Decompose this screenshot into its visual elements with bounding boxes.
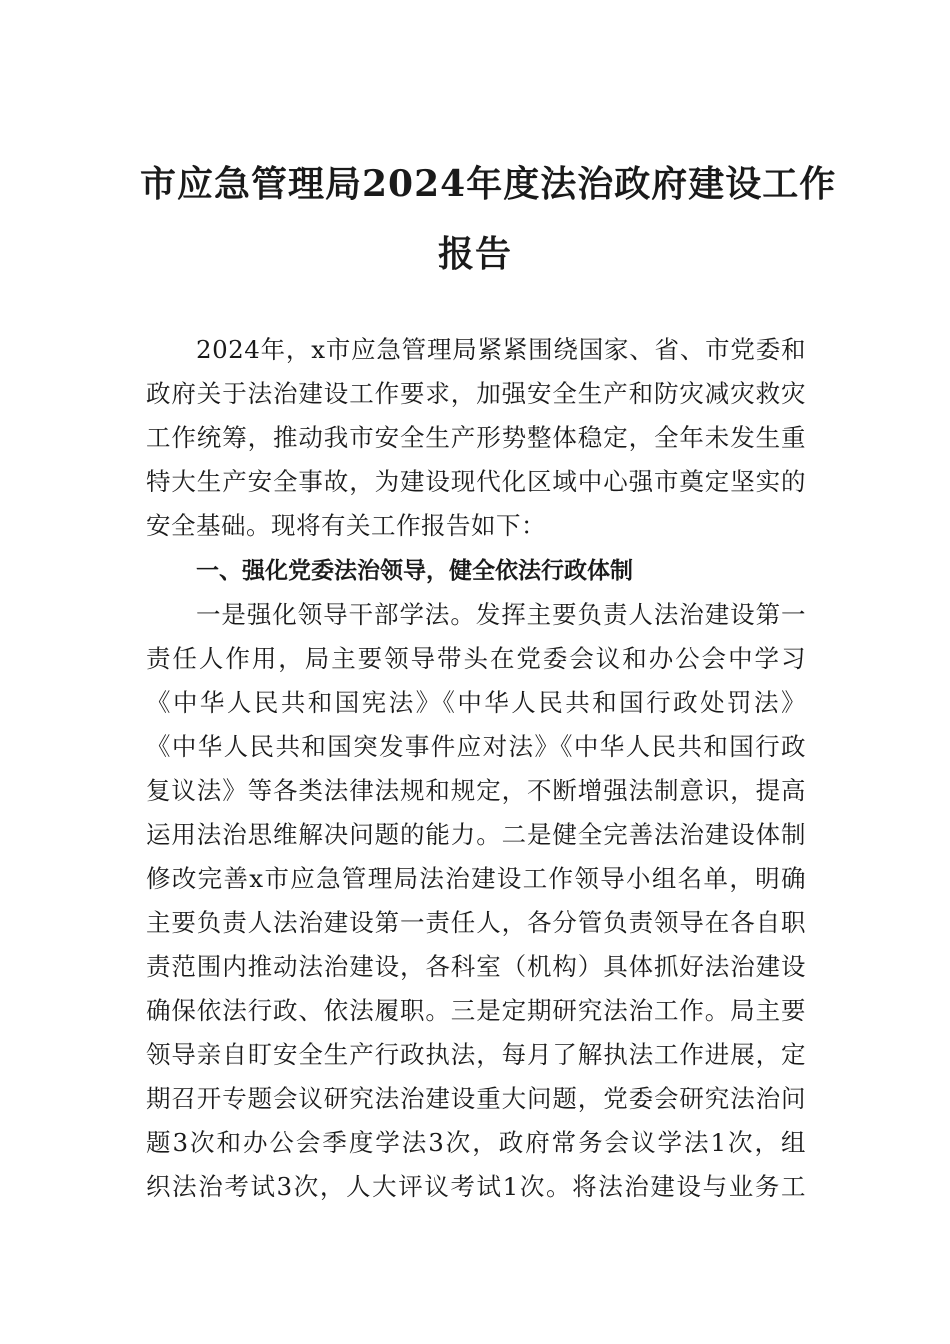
- body-line: 织法治考试3次，人大评议考试1次。将法治建设与业务工: [146, 1172, 806, 1201]
- body-line: 一是强化领导干部学法。发挥主要负责人法治建设第一: [196, 600, 806, 629]
- intro-line: 工作统筹，推动我市安全生产形势整体稳定，全年未发生重: [146, 423, 806, 452]
- intro-line: 特大生产安全事故，为建设现代化区域中心强市奠定坚实的: [146, 467, 806, 496]
- body-line: 责范围内推动法治建设，各科室（机构）具体抓好法治建设: [146, 952, 806, 981]
- body-line: 题3次和办公会季度学法3次，政府常务会议学法1次，组: [146, 1128, 806, 1157]
- document-title-line-2: 报告: [437, 233, 512, 275]
- body-line: 修改完善x市应急管理局法治建设工作领导小组名单，明确: [146, 864, 806, 893]
- intro-line: 政府关于法治建设工作要求，加强安全生产和防灾减灾救灾: [146, 379, 806, 408]
- body-line: 复议法》等各类法律法规和规定，不断增强法制意识，提高: [146, 776, 806, 805]
- body-line: 《中华人民共和国突发事件应对法》《中华人民共和国行政: [146, 732, 806, 761]
- intro-line: 安全基础。现将有关工作报告如下：: [146, 511, 546, 540]
- section-heading: 一、强化党委法治领导，健全依法行政体制: [196, 558, 633, 584]
- body-line: 运用法治思维解决问题的能力。二是健全完善法治建设体制: [146, 820, 806, 849]
- intro-line: 2024年，x市应急管理局紧紧围绕国家、省、市党委和: [196, 335, 806, 364]
- document-title-line-1: 市应急管理局2024年度法治政府建设工作: [140, 163, 837, 205]
- body-line: 《中华人民共和国宪法》《中华人民共和国行政处罚法》: [146, 688, 806, 717]
- body-line: 领导亲自盯安全生产行政执法，每月了解执法工作进展，定: [146, 1040, 806, 1069]
- body-line: 责任人作用，局主要领导带头在党委会议和办公会中学习: [146, 644, 806, 673]
- body-line: 期召开专题会议研究法治建设重大问题，党委会研究法治问: [146, 1084, 806, 1113]
- body-line: 主要负责人法治建设第一责任人，各分管负责领导在各自职: [146, 908, 806, 937]
- body-line: 确保依法行政、依法履职。三是定期研究法治工作。局主要: [146, 996, 806, 1025]
